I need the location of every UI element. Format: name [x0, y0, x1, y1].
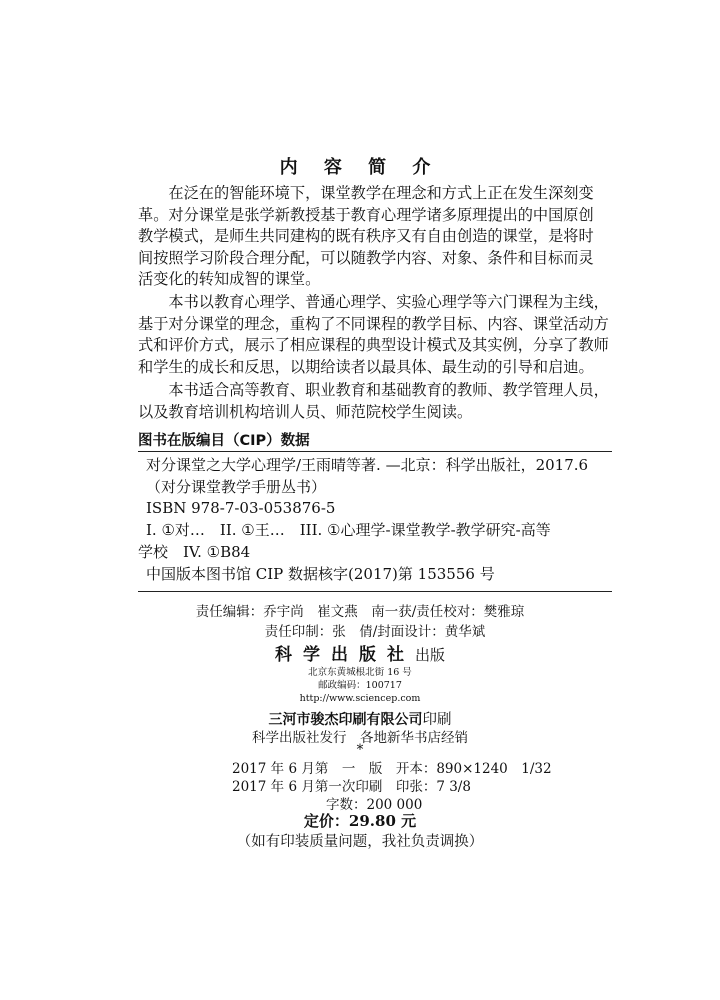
printer-name: 三河市骏杰印刷有限公司: [268, 712, 423, 728]
cip-line: ISBN 978-7-03-053876-5: [146, 499, 336, 518]
cip-line: （对分课堂教学手册丛书）: [146, 477, 327, 496]
page-title: 内 容 简 介: [279, 157, 441, 178]
intro-paragraph-2: [138, 292, 612, 378]
editors-line: 责任编辑：乔宇尚 崔文燕 南一获/责任校对：樊雅琼: [195, 604, 525, 620]
publisher-name: 科学出版社: [274, 645, 415, 665]
intro-line: 革。对分课堂是张学新教授基于教育心理学诸多原理提出的中国原创: [138, 205, 594, 224]
price-label: 定价：: [303, 812, 349, 830]
price-value: 29.80 元: [348, 812, 417, 830]
cip-line: I. ①对… II. ①王… III. ①心理学-课堂教学-教学研究-高等: [146, 521, 551, 540]
website-url: http://www.sciencep.com: [299, 693, 421, 704]
intro-line: 间按照学习阶段合理分配，可以随教学内容、对象、条件和目标而灵: [138, 248, 594, 267]
cip-block: [138, 455, 612, 585]
cip-heading: 图书在版编目（CIP）数据: [138, 433, 310, 449]
cip-top-rule: [138, 451, 612, 452]
print-design-line: 责任印制：张 倩/封面设计：黄华斌: [264, 624, 486, 640]
star-separator: *: [356, 742, 364, 758]
printer-suffix: 印刷: [422, 712, 452, 728]
intro-line: 教学模式，是师生共同建构的既有秩序又有自由创造的课堂，是将时: [138, 227, 594, 246]
edition-line: 2017 年 6 月第 一 版 开本：890×1240 1/32: [232, 761, 552, 777]
intro-line: 和学生的成长和反思，以期给读者以最具体、最生动的引导和启迪。: [138, 357, 594, 376]
price-line: [0, 810, 720, 831]
intro-paragraph-3: [138, 380, 612, 423]
cip-line: 中国版本图书馆 CIP 数据核字(2017)第 153556 号: [146, 564, 495, 583]
intro-line: 式和评价方式，展示了相应课程的典型设计模式及其实例，分享了教师: [138, 336, 609, 355]
publisher-suffix: 出版: [414, 646, 445, 664]
quality-note: （如有印装质量问题，我社负责调换）: [236, 834, 484, 850]
printing-line: 2017 年 6 月第一次印刷 印张：7 3/8: [232, 779, 471, 795]
intro-line: 本书以教育心理学、普通心理学、实验心理学等六门课程为主线，: [168, 293, 609, 311]
cip-line: 对分课堂之大学心理学/王雨晴等著. —北京：科学出版社，2017.6: [146, 456, 589, 474]
intro-line: 活变化的转知成智的课堂。: [138, 270, 321, 289]
word-count-line: 字数：200 000: [326, 797, 423, 813]
publisher-line: [0, 640, 720, 665]
cip-bottom-rule: [138, 591, 612, 592]
intro-line: 本书适合高等教育、职业教育和基础教育的教师、教学管理人员，: [168, 381, 609, 399]
intro-line: 以及教育培训机构培训人员、师范院校学生阅读。: [138, 402, 473, 421]
intro-line: 基于对分课堂的理念，重构了不同课程的教学目标、内容、课堂活动方: [138, 314, 609, 333]
intro-line: 在泛在的智能环境下，课堂教学在理念和方式上正在发生深刻变: [168, 184, 594, 202]
cip-line: 学校 IV. ①B84: [138, 542, 251, 561]
distribution-line: 科学出版社发行 各地新华书店经销: [252, 730, 468, 746]
postcode-line: 邮政编码：100717: [318, 680, 402, 691]
intro-paragraph-1: [138, 183, 612, 291]
address-line: 北京东黄城根北街 16 号: [308, 667, 412, 678]
